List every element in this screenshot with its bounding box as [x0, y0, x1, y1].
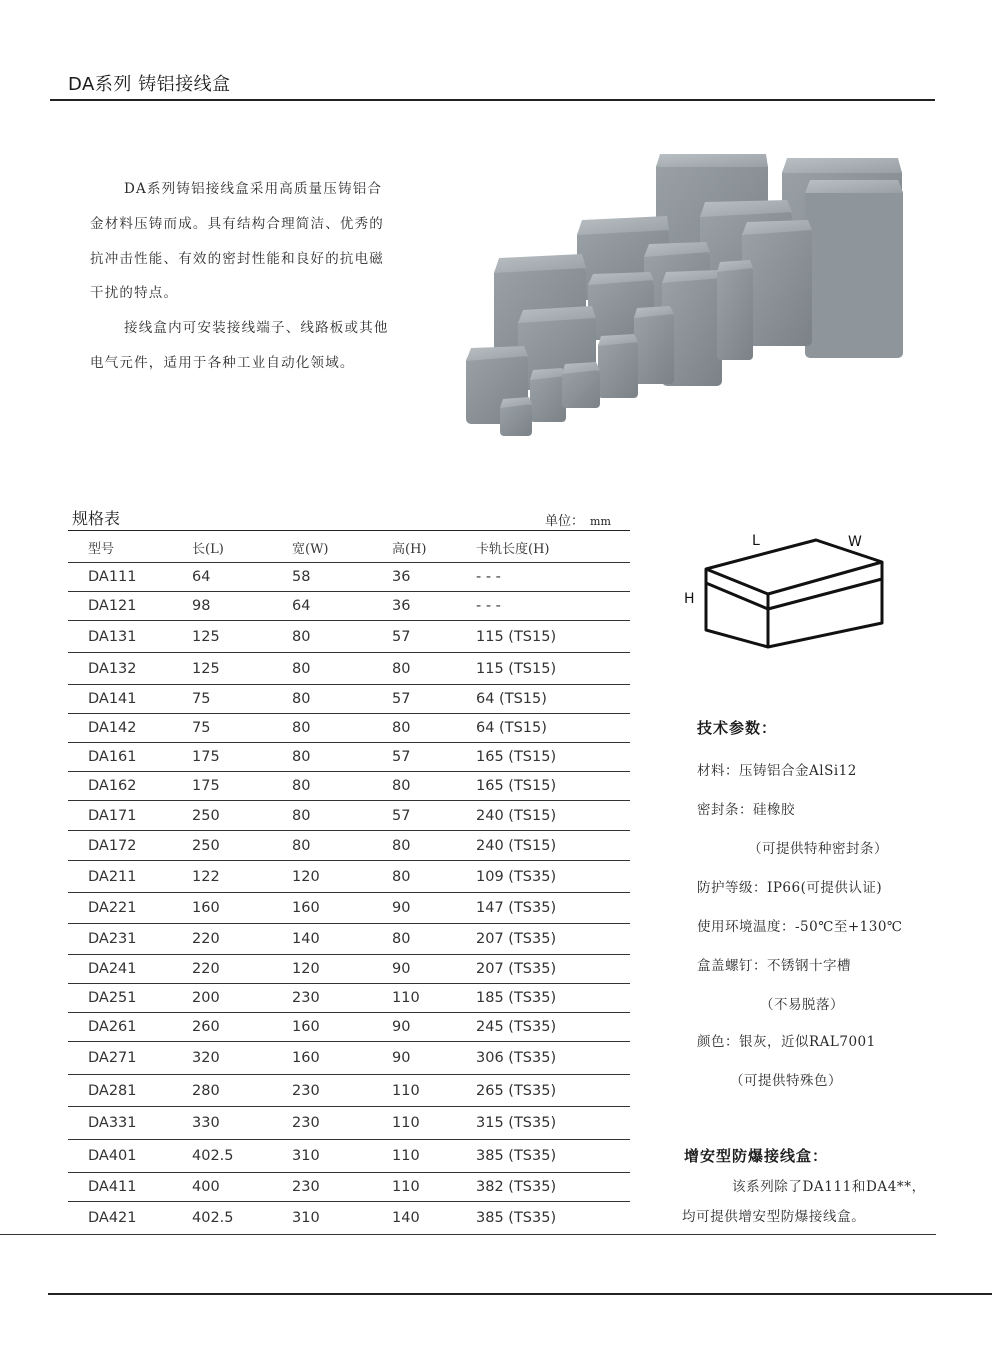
cell-width: 80 [292, 685, 392, 714]
table-row [68, 772, 630, 801]
label-h: H [684, 591, 695, 607]
cell-model: DA421 [68, 1202, 192, 1235]
tech-protection: 防护等级：IP66(可提供认证) [697, 880, 883, 896]
cell-model: DA171 [68, 801, 192, 831]
box-mid-10 [634, 306, 674, 384]
cell-height: 36 [392, 563, 476, 592]
cell-model: DA121 [68, 592, 192, 621]
table-row [68, 1013, 630, 1042]
cell-height: 140 [392, 1202, 476, 1235]
cell-model: DA111 [68, 563, 192, 592]
header-model: 型号 [88, 541, 115, 557]
table-row [68, 955, 630, 984]
table-row [68, 1075, 630, 1107]
cell-rail-length: 240 (TS15) [476, 831, 630, 861]
box-small-2 [530, 368, 566, 422]
cell-height: 36 [392, 592, 476, 621]
dimension-diagram [676, 525, 896, 665]
cell-rail-length: 315 (TS35) [476, 1107, 630, 1140]
cell-model: DA251 [68, 984, 192, 1013]
table-row [68, 984, 630, 1013]
cell-width: 230 [292, 1107, 392, 1140]
product-photo [462, 150, 912, 440]
cell-height: 90 [392, 955, 476, 984]
cell-rail-length: 185 (TS35) [476, 984, 630, 1013]
box-mid-11 [598, 334, 638, 398]
table-row [68, 893, 630, 924]
tech-params-title: 技术参数： [697, 719, 778, 737]
header-length: 长(L) [192, 541, 224, 557]
cell-rail-length: 385 (TS35) [476, 1202, 630, 1235]
cell-height: 57 [392, 685, 476, 714]
box-small-3 [562, 362, 600, 408]
cell-rail-length: 115 (TS15) [476, 653, 630, 685]
cell-height: 80 [392, 924, 476, 955]
unit-value: mm [590, 515, 611, 528]
cell-length: 75 [192, 685, 292, 714]
cell-length: 250 [192, 831, 292, 861]
table-row [68, 621, 630, 653]
cell-length: 160 [192, 893, 292, 924]
table-row [68, 685, 630, 714]
cell-model: DA241 [68, 955, 192, 984]
cell-rail-length: 385 (TS35) [476, 1140, 630, 1173]
unit-label [545, 510, 611, 529]
cell-model: DA231 [68, 924, 192, 955]
cell-rail-length: 306 (TS35) [476, 1042, 630, 1075]
cell-model: DA132 [68, 653, 192, 685]
explosion-proof-title: 增安型防爆接线盒： [684, 1147, 829, 1165]
cell-height: 57 [392, 801, 476, 831]
cell-height: 80 [392, 714, 476, 743]
cell-length: 402.5 [192, 1202, 292, 1235]
cell-rail-length: 115 (TS15) [476, 621, 630, 653]
cell-height: 110 [392, 1173, 476, 1202]
cell-model: DA211 [68, 861, 192, 893]
table-row [68, 563, 630, 592]
cell-height: 90 [392, 1042, 476, 1075]
cell-rail-length: 207 (TS35) [476, 924, 630, 955]
cell-width: 310 [292, 1140, 392, 1173]
table-body [68, 563, 630, 1235]
cell-width: 230 [292, 984, 392, 1013]
cell-length: 175 [192, 772, 292, 801]
cell-width: 80 [292, 621, 392, 653]
cell-rail-length: 240 (TS15) [476, 801, 630, 831]
cell-length: 125 [192, 653, 292, 685]
spec-table [68, 532, 630, 1235]
table-row [68, 801, 630, 831]
cell-model: DA141 [68, 685, 192, 714]
table-row [68, 861, 630, 893]
cell-model: DA142 [68, 714, 192, 743]
box-large-3 [805, 180, 903, 358]
label-l: L [752, 533, 760, 549]
cell-model: DA161 [68, 743, 192, 772]
cell-width: 58 [292, 563, 392, 592]
cell-length: 220 [192, 924, 292, 955]
table-row [68, 1202, 630, 1235]
cell-width: 80 [292, 653, 392, 685]
cell-width: 160 [292, 1042, 392, 1075]
table-row [68, 743, 630, 772]
table-top-rule [68, 530, 630, 531]
cell-height: 90 [392, 893, 476, 924]
cell-rail-length: - - - [476, 592, 630, 621]
table-row [68, 924, 630, 955]
cell-model: DA261 [68, 1013, 192, 1042]
cell-height: 80 [392, 831, 476, 861]
cell-width: 310 [292, 1202, 392, 1235]
cell-width: 230 [292, 1173, 392, 1202]
box-mid-8 [717, 260, 753, 360]
table-row [68, 714, 630, 743]
enclosure-group [466, 154, 903, 436]
table-row [68, 1140, 630, 1173]
explosion-line-1: 该系列除了DA111和DA4**， [732, 1179, 926, 1195]
header-width: 宽(W) [292, 541, 329, 557]
cell-model: DA131 [68, 621, 192, 653]
cell-length: 64 [192, 563, 292, 592]
cell-width: 160 [292, 1013, 392, 1042]
cell-width: 64 [292, 592, 392, 621]
cell-width: 80 [292, 772, 392, 801]
cell-height: 110 [392, 984, 476, 1013]
tech-seal: 密封条：硅橡胶 [697, 802, 795, 818]
cell-length: 98 [192, 592, 292, 621]
cell-width: 120 [292, 955, 392, 984]
table-row [68, 592, 630, 621]
tech-temperature: 使用环境温度：-50℃至+130℃ [697, 919, 903, 935]
cell-length: 320 [192, 1042, 292, 1075]
explosion-proof-text [682, 1172, 952, 1232]
cell-rail-length: 165 (TS15) [476, 743, 630, 772]
cell-height: 57 [392, 743, 476, 772]
cell-height: 110 [392, 1140, 476, 1173]
cell-rail-length: 207 (TS35) [476, 955, 630, 984]
cell-height: 80 [392, 653, 476, 685]
spec-table-title: 规格表 [72, 509, 121, 528]
cell-model: DA271 [68, 1042, 192, 1075]
cell-length: 200 [192, 984, 292, 1013]
cell-height: 90 [392, 1013, 476, 1042]
cell-length: 175 [192, 743, 292, 772]
cell-length: 400 [192, 1173, 292, 1202]
cell-length: 260 [192, 1013, 292, 1042]
cell-rail-length: 64 (TS15) [476, 714, 630, 743]
table-row [68, 1173, 630, 1202]
cell-rail-length: 64 (TS15) [476, 685, 630, 714]
unit-prefix: 单位： [545, 514, 585, 529]
cell-width: 230 [292, 1075, 392, 1107]
cell-model: DA162 [68, 772, 192, 801]
cell-rail-length: 147 (TS35) [476, 893, 630, 924]
cell-length: 402.5 [192, 1140, 292, 1173]
tech-screws: 盒盖螺钉：不锈钢十字槽 [697, 958, 851, 974]
cell-rail-length: 382 (TS35) [476, 1173, 630, 1202]
table-row [68, 1042, 630, 1075]
cell-length: 122 [192, 861, 292, 893]
cell-width: 120 [292, 861, 392, 893]
box-small-4 [500, 397, 532, 436]
cell-width: 160 [292, 893, 392, 924]
cell-model: DA411 [68, 1173, 192, 1202]
cell-height: 57 [392, 621, 476, 653]
cell-model: DA401 [68, 1140, 192, 1173]
table-header-row [68, 532, 630, 563]
cell-width: 80 [292, 831, 392, 861]
table-row [68, 831, 630, 861]
tech-screws-note: （不易脱落） [760, 997, 844, 1013]
cell-rail-length: 245 (TS35) [476, 1013, 630, 1042]
table-row [68, 1107, 630, 1140]
header-rail-length: 卡轨长度(H) [476, 541, 550, 557]
cell-length: 220 [192, 955, 292, 984]
cell-model: DA221 [68, 893, 192, 924]
cell-rail-length: 265 (TS35) [476, 1075, 630, 1107]
cell-width: 80 [292, 801, 392, 831]
cell-model: DA172 [68, 831, 192, 861]
title-divider [50, 99, 935, 101]
cell-width: 80 [292, 714, 392, 743]
box-outline [706, 540, 882, 647]
cell-length: 250 [192, 801, 292, 831]
table-row [68, 653, 630, 685]
cell-length: 125 [192, 621, 292, 653]
cell-model: DA281 [68, 1075, 192, 1107]
intro-paragraph-2: 接线盒内可安装接线端子、线路板或其他电气元件，适用于各种工业自动化领域。 [90, 320, 389, 371]
cell-height: 110 [392, 1107, 476, 1140]
tech-seal-note: （可提供特种密封条） [748, 841, 888, 857]
label-w: W [848, 534, 862, 550]
section-divider [0, 1234, 936, 1235]
tech-color: 颜色：银灰，近似RAL7001 [697, 1034, 876, 1050]
header-height: 高(H) [392, 541, 427, 557]
cell-length: 330 [192, 1107, 292, 1140]
cell-height: 80 [392, 772, 476, 801]
cell-model: DA331 [68, 1107, 192, 1140]
cell-rail-length: 109 (TS35) [476, 861, 630, 893]
cell-rail-length: 165 (TS15) [476, 772, 630, 801]
page-title: DA系列 铸铝接线盒 [68, 74, 231, 95]
tech-color-note: （可提供特殊色） [730, 1073, 842, 1089]
explosion-line-2: 均可提供增安型防爆接线盒。 [682, 1209, 866, 1225]
intro-paragraph-1: DA系列铸铝接线盒采用高质量压铸铝合金材料压铸而成。具有结构合理简洁、优秀的抗冲击性能、有效的密封性能和良好的抗电磁干扰的特点。 [90, 181, 384, 302]
tech-material: 材料：压铸铝合金AlSi12 [697, 763, 857, 779]
cell-length: 75 [192, 714, 292, 743]
cell-length: 280 [192, 1075, 292, 1107]
cell-width: 140 [292, 924, 392, 955]
cell-width: 80 [292, 743, 392, 772]
cell-rail-length: - - - [476, 563, 630, 592]
intro-text [90, 172, 390, 381]
cell-height: 110 [392, 1075, 476, 1107]
cell-height: 80 [392, 861, 476, 893]
footer-divider [48, 1293, 992, 1295]
